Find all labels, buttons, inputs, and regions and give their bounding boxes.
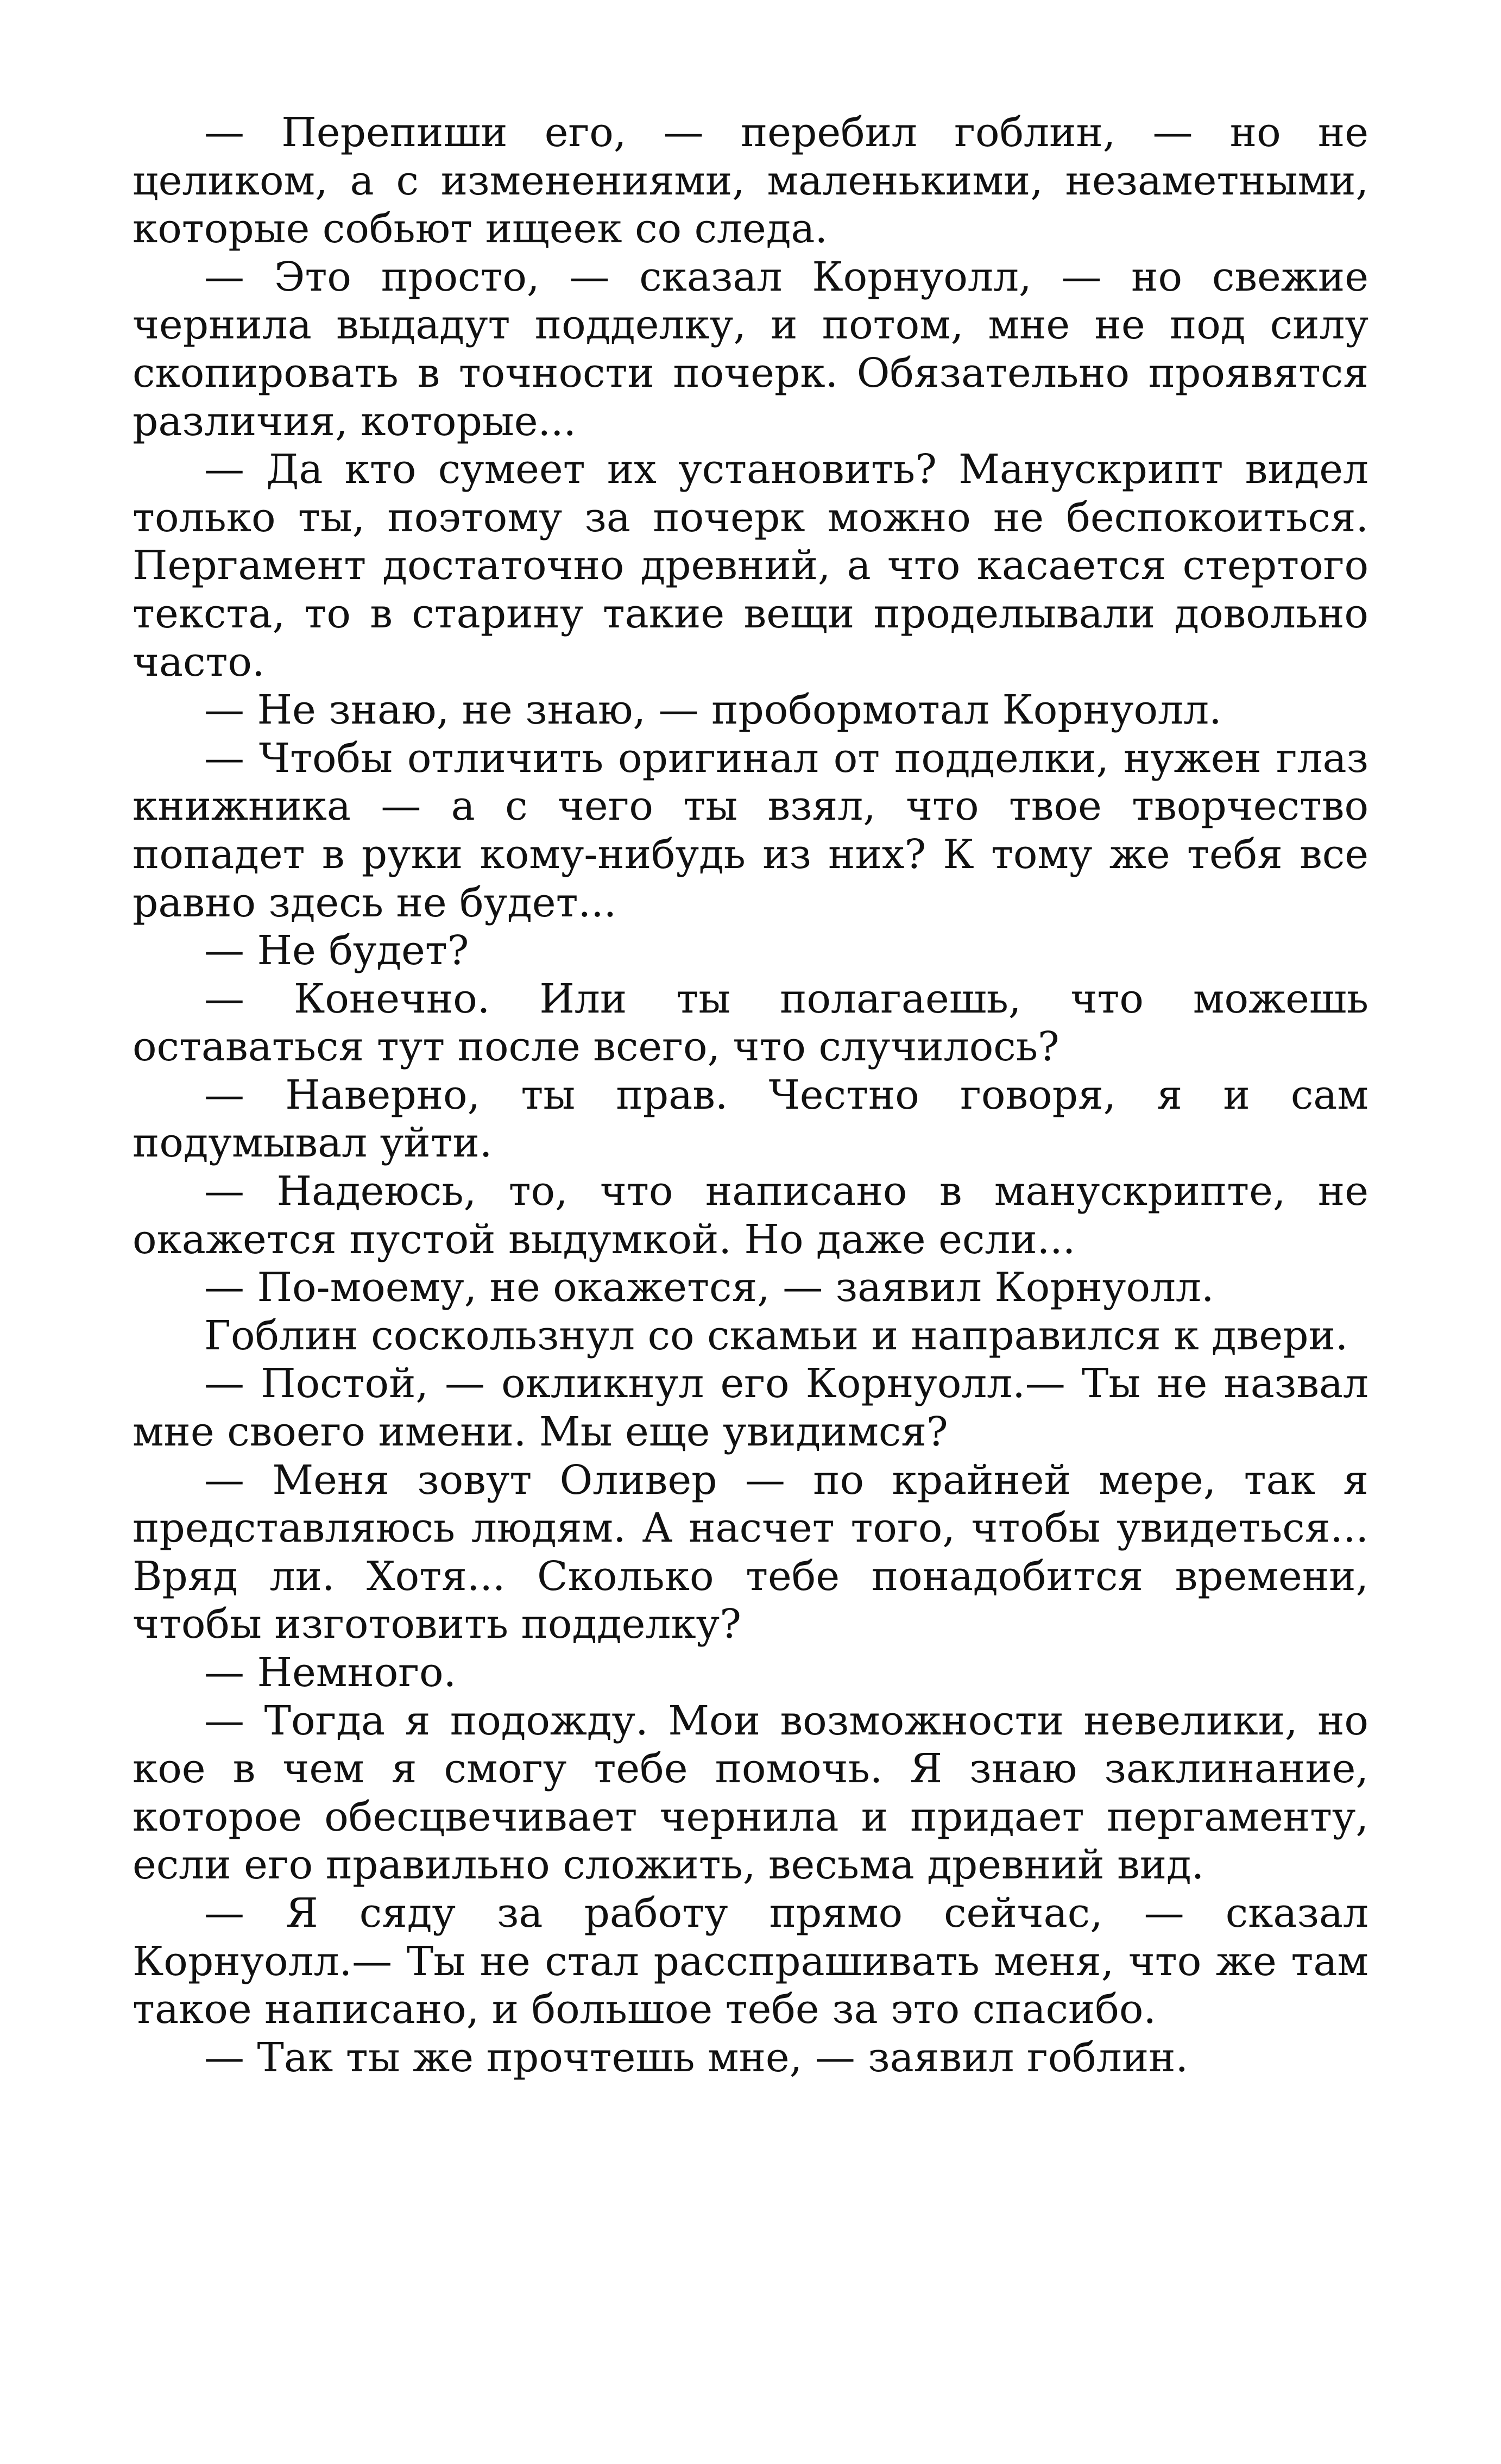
paragraph: — Не знаю, не знаю, — пробормотал Корнуолл.	[204, 687, 1222, 734]
paragraph: — Немного.	[204, 1649, 457, 1696]
paragraph: — Меня зовут Оливер — по крайней мере, так я представляюсь людям. А насчет того, чтобы увидеться... Вряд ли. Хотя... Сколько тебе понадобится времени, чтобы изготовить подделку?	[133, 1456, 1368, 1648]
paragraph: — Перепиши его, — перебил гоблин, — но не целиком, а с изменениями, маленькими, незаметными, которые собьют ищеек со следа.	[133, 109, 1368, 253]
paragraph: — Наверно, ты прав. Честно говоря, я и сам подумывал уйти.	[133, 1071, 1368, 1167]
paragraph: — Надеюсь, то, что написано в манускрипте, не окажется пустой выдумкой. Но даже если...	[133, 1168, 1368, 1263]
paragraph: — Это просто, — сказал Корнуолл, — но свежие чернила выдадут подделку, и потом, мне не под силу скопировать в точности почерк. Обязательно проявятся различия, которые...	[133, 253, 1368, 445]
paragraph: — Не будет?	[204, 927, 469, 975]
paragraph: — По-моему, не окажется, — заявил Корнуолл.	[204, 1264, 1214, 1311]
paragraph: — Постой, — окликнул его Корнуолл.— Ты не назвал мне своего имени. Мы еще увидимся?	[133, 1360, 1368, 1456]
paragraph: — Конечно. Или ты полагаешь, что можешь оставаться тут после всего, что случилось?	[133, 975, 1368, 1071]
paragraph: — Тогда я подожду. Мои возможности невелики, но кое в чем я смогу тебе помочь. Я знаю заклинание, которое обесцвечивает чернила и придает пергаменту, если его правильно сложить, весьма древний вид.	[133, 1697, 1368, 1889]
paragraph: — Так ты же прочтешь мне, — заявил гоблин.	[204, 2034, 1188, 2081]
book-page	[133, 109, 1368, 2082]
paragraph: Гоблин соскользнул со скамьи и направился к двери.	[204, 1312, 1348, 1359]
paragraph: — Чтобы отличить оригинал от подделки, нужен глаз книжника — а с чего ты взял, что твое творчество попадет в руки кому-нибудь из них? К тому же тебя все равно здесь не будет...	[133, 734, 1368, 926]
paragraph: — Да кто сумеет их установить? Манускрипт видел только ты, поэтому за почерк можно не беспокоиться. Пергамент достаточно древний, а что касается стертого текста, то в старину такие вещи проделывали довольно часто.	[133, 446, 1368, 686]
paragraph: — Я сяду за работу прямо сейчас, — сказал Корнуолл.— Ты не стал расспрашивать меня, что же там такое написано, и большое тебе за это спасибо.	[133, 1889, 1368, 2033]
